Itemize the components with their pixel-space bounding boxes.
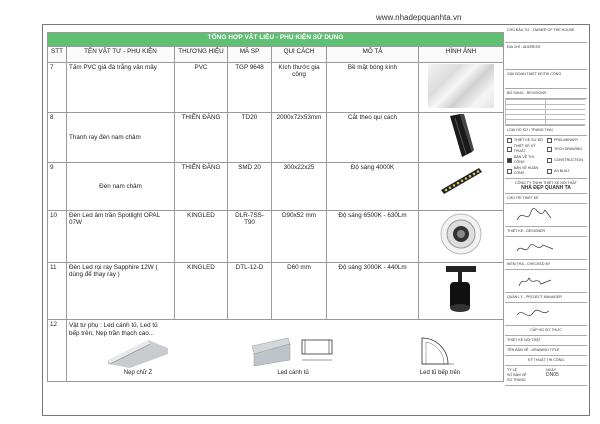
cell-stt: 8 <box>48 113 67 163</box>
col-header-brand: THƯƠNG HIỆU <box>175 47 228 63</box>
stage-label: GIAI ĐOẠN THIẾT KẾ/THI CÔNG <box>505 70 587 89</box>
checkbox[interactable] <box>547 138 552 143</box>
drawing-title: KỸ THUẬT THI CÔNG <box>505 356 587 366</box>
accessory-label-kitchen-led: Led tủ bếp trên <box>419 370 461 376</box>
sig2-label: THIẾT KẾ - DESIGNER <box>505 227 587 237</box>
sig3-label: KIỂM TRA - CHECKED BY <box>505 260 587 270</box>
scale-label: TỶ LỆ <box>507 368 517 372</box>
cell-desc: Độ sáng 4000K <box>327 163 419 211</box>
materials-table <box>47 32 504 382</box>
cell-code: SMD 20 <box>228 163 272 211</box>
package-label: CẤP HỒ SƠ THỰC <box>505 326 587 336</box>
cell-stt: 11 <box>48 263 67 320</box>
cell-code: DLR-7SS-T90 <box>228 211 272 263</box>
col-header-name: TÊN VẬT TƯ - PHỤ KIỆN <box>67 47 175 63</box>
cell-name: Tấm PVC giả đá trắng vân mây <box>67 63 175 113</box>
signature-2 <box>505 237 587 260</box>
check-item[interactable]: AS BUILT <box>547 166 585 176</box>
marble-panel-image <box>428 64 494 108</box>
check-item[interactable]: CONSTRUCTION <box>547 155 585 165</box>
drawing-name-label: TÊN BẢN VẼ - DRAWING TITLE <box>505 346 587 356</box>
page-no-label: SỐ TRANG <box>507 378 526 382</box>
check-item[interactable]: BẢN VẼ THI CÔNG <box>507 155 545 165</box>
cell-brand: KINGLED <box>175 263 228 320</box>
cell-stt: 9 <box>48 163 67 211</box>
kitchen-led-image <box>418 334 462 368</box>
site-url: www.nhadepquanhta.vn <box>376 13 462 22</box>
cell-code: TD20 <box>228 113 272 163</box>
cell-stt: 12 <box>48 320 67 382</box>
table-row <box>48 113 504 163</box>
title-block <box>505 26 587 412</box>
table-row <box>48 163 504 211</box>
col-header-code: MÃ SP <box>228 47 272 63</box>
checkbox[interactable] <box>507 147 512 152</box>
cell-name: Vật tư phụ : Led cánh tủ, Led tủ bếp trên, Nẹp trần thạch cao... <box>69 322 158 337</box>
cell-name: Đèn Led âm trần Spotlight OPAL 07W <box>67 211 175 263</box>
status-label: LOẠI HỒ SƠ / TRẠNG THÁI <box>505 126 587 136</box>
table-row <box>48 63 504 113</box>
spotlight-image <box>439 212 483 256</box>
cell-brand: THIÊN ĐĂNG <box>175 113 228 163</box>
col-header-image: HÌNH ẢNH <box>419 47 504 63</box>
check-item[interactable]: BẢN VẼ HOÀN CÔNG <box>507 166 545 176</box>
cabinet-led-image <box>250 334 336 368</box>
cell-desc: Cắt theo qui cách <box>327 113 419 163</box>
checkbox[interactable] <box>507 169 512 174</box>
cell-spec: Kích thước gia công <box>272 63 327 113</box>
checkbox[interactable] <box>547 169 552 174</box>
cell-spec: 2000x72x53mm <box>272 113 327 163</box>
signature-4 <box>505 303 587 326</box>
cell-code: DTL-12-D <box>228 263 272 320</box>
date-label: NGÀY <box>546 368 557 372</box>
cell-stt: 7 <box>48 63 67 113</box>
magnetic-rail-image <box>446 114 476 158</box>
check-item[interactable]: PRELIMINARY <box>547 138 585 143</box>
check-item[interactable]: TECH DRAWING <box>547 144 585 154</box>
table-title: TỔNG HỢP VẬT LIỆU - PHỤ KIỆN SỬ DỤNG <box>48 33 504 47</box>
cell-spec: 300x22x25 <box>272 163 327 211</box>
sig1-label: CHỦ TRÌ THIẾT KẾ <box>505 194 587 204</box>
drawing-no-label: SỐ BẢN VẼ <box>507 373 527 377</box>
cell-spec: D60 mm <box>272 263 327 320</box>
accessories-cell <box>67 320 504 382</box>
cell-code: TGP 9648 <box>228 63 272 113</box>
owner-label: CHỦ ĐẦU TƯ - OWNER OF THE HOUSE <box>505 26 587 43</box>
checkbox[interactable] <box>547 158 552 163</box>
cell-name: Thanh ray đèn nam châm <box>67 113 175 163</box>
signature-icon <box>515 239 555 257</box>
checkbox[interactable] <box>507 138 512 143</box>
materials-table-wrapper <box>47 32 503 382</box>
accessory-label-cabinet-led: Led cánh tủ <box>277 370 309 376</box>
project-label: THIẾT KẾ NỘI THẤT <box>505 336 587 346</box>
sig4-label: QUẢN LÝ - PROJECT MANAGER <box>505 293 587 303</box>
cell-desc: Bề mặt bóng kính <box>327 63 419 113</box>
magnetic-light-image <box>439 164 483 196</box>
drawing-no: DN05 <box>546 372 559 378</box>
col-header-desc: MÔ TẢ <box>327 47 419 63</box>
signature-icon <box>515 272 555 290</box>
cell-desc: Độ sáng 6500K - 630Lm <box>327 211 419 263</box>
cell-stt: 10 <box>48 211 67 263</box>
cell-spec: D90x52 mm <box>272 211 327 263</box>
cell-image <box>419 113 504 163</box>
signature-icon <box>515 305 555 323</box>
track-light-image <box>438 264 484 316</box>
cell-name: Đèn Led rọi ray Sapphire 12W ( dùng để thay ray ) <box>67 263 175 320</box>
table-row <box>48 320 504 382</box>
table-row <box>48 263 504 320</box>
col-header-spec: QUI CÁCH <box>272 47 327 63</box>
signature-icon <box>515 206 555 224</box>
address-label: ĐỊA CHỈ - ADDRESS <box>505 43 587 70</box>
company-block <box>505 179 587 194</box>
check-item[interactable]: THIẾT KẾ SƠ BỘ <box>507 138 545 143</box>
revision-grid <box>505 99 585 126</box>
col-header-stt: STT <box>48 47 67 63</box>
company-subtitle: CÔNG TY TNHH THIẾT KẾ NỘI THẤT <box>515 181 577 185</box>
cell-brand: KINGLED <box>175 211 228 263</box>
accessory-label-z-trim: Nẹp chữ Z <box>123 370 153 376</box>
status-checks <box>505 136 587 179</box>
cell-brand: THIÊN ĐĂNG <box>175 163 228 211</box>
cell-image <box>419 211 504 263</box>
cell-name: Đèn nam châm <box>67 163 175 211</box>
table-row <box>48 211 504 263</box>
check-item[interactable]: THIẾT KẾ KỸ THUẬT <box>507 144 545 154</box>
cell-image <box>419 63 504 113</box>
drawing-meta <box>505 366 587 386</box>
cell-image <box>419 163 504 211</box>
accessory-kitchen-led <box>418 334 462 376</box>
cell-image <box>419 263 504 320</box>
checkbox[interactable] <box>547 147 552 152</box>
signature-3 <box>505 270 587 293</box>
cell-desc: Độ sáng 3000K - 440Lm <box>327 263 419 320</box>
signature-1 <box>505 204 587 227</box>
cell-brand: PVC <box>175 63 228 113</box>
company-logo: NHÀ ĐẸP QUANH TA <box>521 185 571 191</box>
checkbox[interactable] <box>507 158 512 163</box>
revision-label: BỔ SUNG - REVISIONS <box>505 89 587 99</box>
accessory-cabinet-led <box>250 334 336 376</box>
